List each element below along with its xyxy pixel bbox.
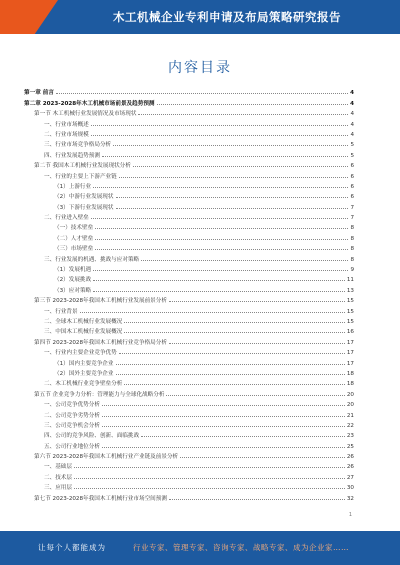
toc-entry-page: 13 (346, 287, 354, 294)
toc-entry-page: 32 (346, 495, 354, 502)
toc-title: 内容目录 (168, 60, 232, 76)
toc-entry-text: 一、行业的主要上下游产业链 (44, 173, 117, 180)
toc-leader-dots (141, 260, 348, 261)
toc-entry[interactable] (24, 221, 354, 231)
toc-entry-text: 三、应用层 (44, 485, 72, 492)
toc-entry-page: 6 (350, 173, 354, 180)
toc-entry-text: （1）发展机遇 (54, 267, 92, 274)
toc-entry-page: 6 (350, 163, 354, 170)
toc-entry[interactable] (24, 263, 354, 273)
toc-leader-dots (119, 353, 345, 354)
toc-entry-page: 18 (346, 370, 354, 377)
toc-entry[interactable] (24, 481, 354, 491)
toc-entry-text: 五、公司行业地位分析 (44, 443, 100, 450)
toc-entry-page: 4 (350, 100, 354, 107)
toc-entry-page: 7 (350, 215, 354, 222)
toc-entry-page: 4 (350, 131, 354, 138)
toc-leader-dots (124, 322, 345, 323)
toc-leader-dots (169, 499, 345, 500)
toc-entry-text: 第五节 企业竞争力分析：管理能力与全球化战略分析 (34, 391, 165, 398)
toc-entry-page: 17 (346, 360, 354, 367)
toc-entry-page: 30 (346, 485, 354, 492)
toc-leader-dots (116, 364, 345, 365)
toc-leader-dots (169, 301, 345, 302)
toc-entry-page: 16 (346, 329, 354, 336)
toc-entry[interactable] (24, 398, 354, 408)
toc-entry[interactable] (24, 200, 354, 210)
toc-entry[interactable] (24, 491, 354, 501)
toc-entry-page: 6 (350, 183, 354, 190)
toc-entry-text: （3）应对策略 (54, 287, 92, 294)
toc-entry-page: 17 (346, 339, 354, 346)
toc-entry-page: 11 (346, 277, 354, 284)
toc-entry-page: 15 (346, 298, 354, 305)
toc-entry[interactable] (24, 211, 354, 221)
toc-entry[interactable] (24, 231, 354, 241)
toc-entry-text: （3）下游行业发展现状 (54, 204, 114, 211)
toc-leader-dots (93, 187, 348, 188)
toc-leader-dots (95, 228, 348, 229)
toc-leader-dots (95, 249, 348, 250)
toc-entry-text: 第二章 2023-2028年木工机械市场前景及趋势预测 (24, 100, 155, 107)
toc-entry-page: 4 (350, 121, 354, 128)
toc-entry-page: 9 (350, 267, 354, 274)
toc-leader-dots (124, 384, 345, 385)
toc-leader-dots (91, 218, 349, 219)
toc-leader-dots (102, 426, 345, 427)
toc-entry-text: 一、公司竞争优势分析 (44, 402, 100, 409)
table-of-contents (24, 86, 354, 502)
toc-leader-dots (91, 135, 349, 136)
toc-entry-page: 27 (346, 474, 354, 481)
toc-entry-text: 第三节 2023-2028年我国木工机械行业发展前景分析 (34, 298, 167, 305)
toc-entry[interactable] (24, 273, 354, 283)
toc-entry[interactable] (24, 460, 354, 470)
toc-leader-dots (124, 332, 345, 333)
toc-leader-dots (80, 312, 345, 313)
toc-leader-dots (138, 114, 348, 115)
toc-leader-dots (113, 145, 348, 146)
toc-entry-text: （一）技术壁垒 (54, 225, 94, 232)
toc-entry-text: 第二节 我国木工机械行业发展现状分析 (34, 163, 131, 170)
toc-entry-page: 15 (346, 318, 354, 325)
page-number: 1 (348, 512, 352, 518)
toc-entry-text: 二、行业进入壁垒 (44, 215, 89, 222)
toc-entry-page: 15 (346, 308, 354, 315)
toc-entry[interactable] (24, 346, 354, 356)
toc-entry[interactable] (24, 96, 354, 106)
toc-entry[interactable] (24, 252, 354, 262)
toc-entry-text: 一、行业内主要企业竞争优势 (44, 350, 117, 357)
toc-entry[interactable] (24, 387, 354, 397)
toc-leader-dots (119, 177, 349, 178)
toc-entry-text: （三）市场壁垒 (54, 246, 94, 253)
toc-leader-dots (116, 197, 349, 198)
toc-entry-text: 二、技术层 (44, 474, 72, 481)
toc-entry[interactable] (24, 242, 354, 252)
toc-entry-page: 17 (346, 350, 354, 357)
toc-entry-page: 22 (346, 422, 354, 429)
toc-entry[interactable] (24, 439, 354, 449)
toc-entry-page: 5 (350, 142, 354, 149)
footer-slogan: 让每个人都能成为 (38, 543, 106, 552)
toc-entry-text: （1）国内主要竞争企业 (54, 360, 114, 367)
toc-entry-text: （二）人才壁垒 (54, 235, 94, 242)
toc-entry-text: 第四节 2023-2028年我国木工机械行业竞争格局分析 (34, 339, 167, 346)
toc-entry-text: 一、行业市场概述 (44, 121, 89, 128)
toc-entry[interactable] (24, 138, 354, 148)
toc-entry[interactable] (24, 159, 354, 169)
toc-leader-dots (74, 488, 345, 489)
toc-entry-page: 25 (346, 443, 354, 450)
toc-leader-dots (102, 416, 345, 417)
toc-entry-page: 21 (346, 412, 354, 419)
toc-entry-text: 第七节 2023-2028年我国木工机械行业市场空间预测 (34, 495, 167, 502)
toc-entry-page: 8 (350, 225, 354, 232)
toc-entry[interactable] (24, 169, 354, 179)
toc-entry-page: 7 (350, 204, 354, 211)
toc-entry-text: 三、行业市场竞争格局分析 (44, 142, 112, 149)
toc-entry-page: 5 (350, 152, 354, 159)
toc-leader-dots (93, 280, 345, 281)
toc-entry[interactable] (24, 335, 354, 345)
toc-entry[interactable] (24, 283, 354, 293)
toc-entry-text: 三、中国木工机械行业发展概况 (44, 329, 123, 336)
toc-entry-text: 第一章 前言 (24, 90, 54, 97)
toc-entry-text: 一、基础层 (44, 464, 72, 471)
toc-entry-text: （2）国外主要竞争企业 (54, 370, 114, 377)
toc-leader-dots (116, 208, 349, 209)
toc-entry[interactable] (24, 367, 354, 377)
toc-entry-page: 20 (346, 402, 354, 409)
toc-entry[interactable] (24, 304, 354, 314)
toc-entry-page: 20 (346, 391, 354, 398)
toc-entry[interactable] (24, 294, 354, 304)
report-footer (0, 531, 400, 565)
toc-leader-dots (141, 436, 345, 437)
toc-leader-dots (157, 104, 349, 105)
toc-leader-dots (116, 374, 345, 375)
toc-leader-dots (74, 467, 345, 468)
header-accent-bar (0, 0, 58, 34)
toc-entry-text: 四、公司的竞争风险、创新、面临挑战 (44, 433, 140, 440)
toc-entry-page: 4 (350, 90, 354, 97)
toc-leader-dots (93, 270, 348, 271)
toc-entry[interactable] (24, 180, 354, 190)
toc-entry[interactable] (24, 356, 354, 366)
toc-entry[interactable] (24, 450, 354, 460)
toc-leader-dots (102, 447, 345, 448)
toc-entry[interactable] (24, 325, 354, 335)
toc-leader-dots (102, 156, 348, 157)
toc-entry-text: 二、全球木工机械行业发展概况 (44, 318, 123, 325)
toc-entry[interactable] (24, 315, 354, 325)
toc-leader-dots (91, 125, 349, 126)
toc-entry[interactable] (24, 148, 354, 158)
toc-entry-text: 二、行业市场规模 (44, 131, 89, 138)
toc-entry[interactable] (24, 470, 354, 480)
toc-entry-page: 26 (346, 454, 354, 461)
toc-entry[interactable] (24, 107, 354, 117)
toc-entry[interactable] (24, 117, 354, 127)
toc-entry[interactable] (24, 377, 354, 387)
toc-entry-page: 8 (350, 256, 354, 263)
toc-entry-text: （1）上游行业 (54, 183, 92, 190)
toc-entry[interactable] (24, 419, 354, 429)
toc-entry-text: （2）发展挑战 (54, 277, 92, 284)
toc-entry-text: 一、行业背景 (44, 308, 78, 315)
toc-leader-dots (56, 93, 348, 94)
toc-leader-dots (133, 166, 349, 167)
toc-leader-dots (166, 395, 344, 396)
toc-entry[interactable] (24, 128, 354, 138)
toc-leader-dots (93, 291, 345, 292)
toc-leader-dots (74, 478, 345, 479)
toc-leader-dots (169, 343, 345, 344)
toc-entry[interactable] (24, 190, 354, 200)
toc-leader-dots (95, 239, 348, 240)
toc-entry[interactable] (24, 408, 354, 418)
toc-entry-page: 26 (346, 464, 354, 471)
toc-entry-page: 23 (346, 433, 354, 440)
toc-entry-page: 8 (350, 246, 354, 253)
toc-entry[interactable] (24, 86, 354, 96)
toc-entry-page: 18 (346, 381, 354, 388)
toc-entry-page: 6 (350, 194, 354, 201)
toc-entry-page: 4 (350, 111, 354, 118)
toc-entry-page: 8 (350, 235, 354, 242)
toc-entry-text: 四、行业发展趋势预测 (44, 152, 100, 159)
toc-entry-text: 第六节 2023-2028年我国木工机械行业产业链及前景分析 (34, 454, 179, 461)
toc-entry-text: 三、行业发展的机遇、挑战与应对策略 (44, 256, 140, 263)
toc-entry-text: 第一节 木工机械行业发展情况及市场现状 (34, 111, 137, 118)
report-title: 木工机械企业专利申请及布局策略研究报告 (113, 10, 341, 24)
toc-entry-text: 二、木工机械行业竞争壁垒分析 (44, 381, 123, 388)
toc-leader-dots (102, 405, 345, 406)
toc-entry[interactable] (24, 429, 354, 439)
toc-entry-text: （2）中游行业发展现状 (54, 194, 114, 201)
report-header (0, 0, 400, 34)
toc-entry-text: 三、公司竞争机会分析 (44, 422, 100, 429)
footer-clients: 行业专家、管理专家、咨询专家、战略专家、成为企业家…… (133, 543, 349, 552)
toc-leader-dots (180, 457, 345, 458)
toc-entry-text: 二、公司竞争劣势分析 (44, 412, 100, 419)
